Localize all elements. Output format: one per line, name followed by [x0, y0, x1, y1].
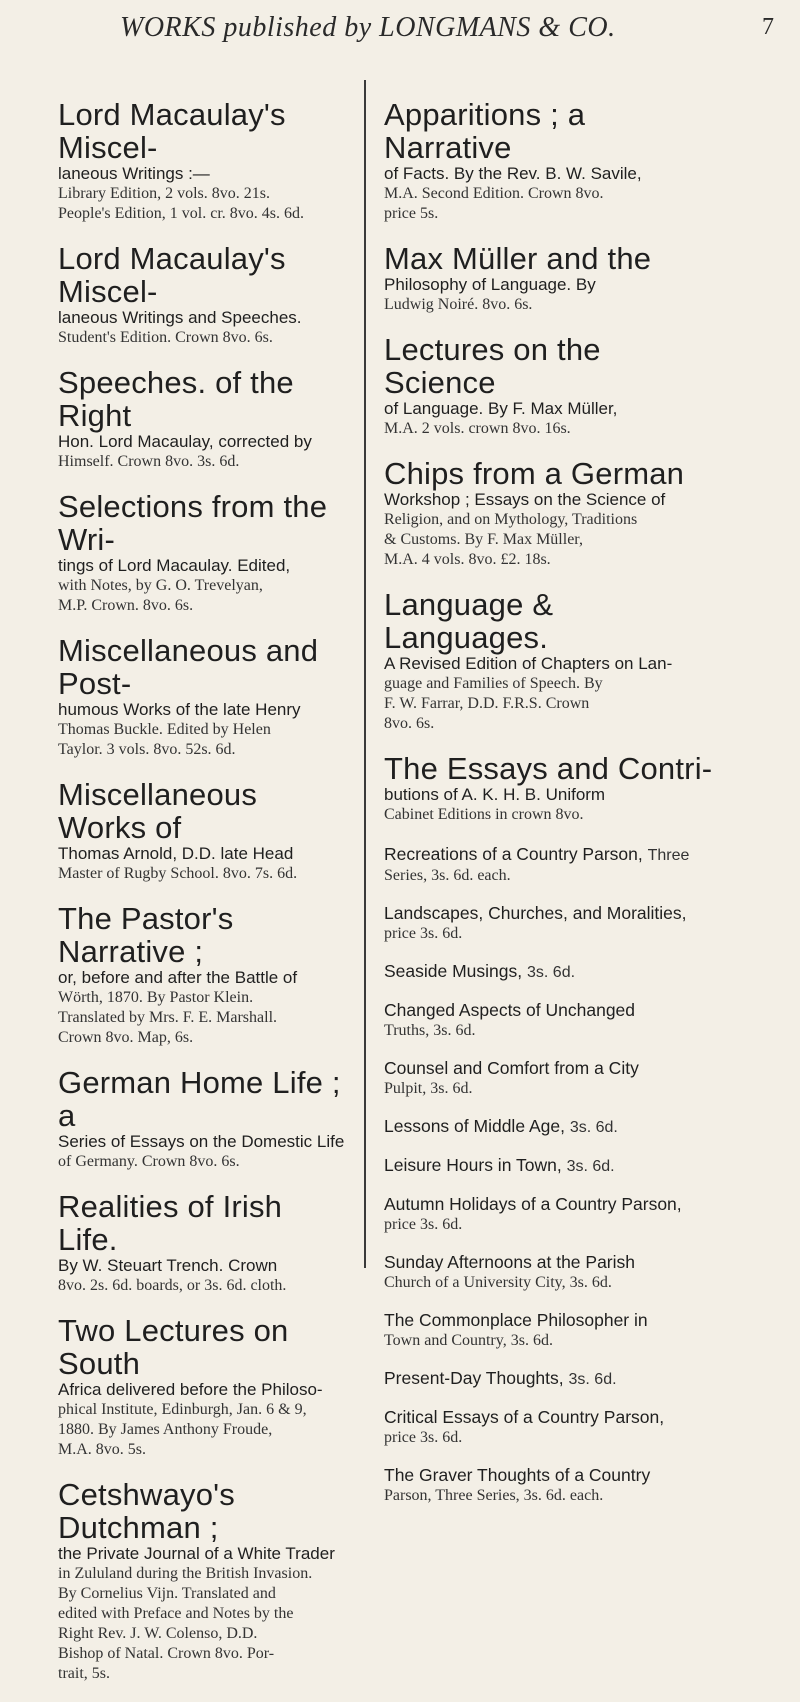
book-title: German Home Life ; a — [58, 1065, 341, 1133]
book-entry — [58, 1190, 350, 1296]
essay-entry — [384, 902, 714, 944]
essay-title: Autumn Holidays of a Country Parson, — [384, 1194, 682, 1214]
book-subtitle: Series of Essays on the Domestic Life — [58, 1132, 345, 1151]
essay-title-line — [384, 1406, 714, 1428]
essay-detail-line: Pulpit, 3s. 6d. — [384, 1080, 473, 1097]
essay-title: Changed Aspects of Unchanged — [384, 1000, 636, 1020]
book-detail-line: Student's Edition. Crown 8vo. 6s. — [58, 329, 273, 346]
essay-price: 3s. 6d. — [527, 964, 576, 981]
essay-title-line — [384, 902, 714, 924]
book-detail-line: Crown 8vo. Map, 6s. — [58, 1029, 194, 1046]
essay-title-line — [384, 1057, 714, 1079]
book-entry — [58, 490, 350, 616]
book-detail-line: By Cornelius Vijn. Translated and — [58, 1585, 276, 1602]
book-detail-line: with Notes, by G. O. Trevelyan, — [58, 577, 263, 594]
book-title: The Essays and Contri- — [384, 751, 713, 786]
book-title: Cetshwayo's Dutchman ; — [58, 1477, 235, 1545]
essay-title: Counsel and Comfort from a City — [384, 1058, 639, 1078]
book-title: Max Müller and the — [384, 241, 652, 276]
book-title: Selections from the Wri- — [58, 489, 328, 557]
book-entry — [384, 588, 714, 734]
book-title: Lectures on the Science — [384, 332, 601, 400]
essay-title-line — [384, 843, 714, 866]
essay-title: Leisure Hours in Town, — [384, 1155, 562, 1175]
essay-entry — [384, 999, 714, 1041]
book-detail-line: edited with Preface and Notes by the — [58, 1605, 294, 1622]
essay-entry — [384, 1193, 714, 1235]
book-entry — [384, 752, 714, 825]
book-detail-line: Translated by Mrs. F. E. Marshall. — [58, 1009, 278, 1026]
book-entry — [58, 366, 350, 472]
book-entry — [58, 1314, 350, 1460]
book-detail-line: People's Edition, 1 vol. cr. 8vo. 4s. 6d. — [58, 205, 304, 222]
book-subtitle: By W. Steuart Trench. Crown — [58, 1256, 278, 1275]
book-detail-line: M.P. Crown. 8vo. 6s. — [58, 597, 194, 614]
book-detail-line: guage and Families of Speech. By — [384, 675, 603, 692]
essay-title-line — [384, 1367, 714, 1390]
essay-price: 3s. 6d. — [569, 1119, 618, 1136]
book-detail-line: Right Rev. J. W. Colenso, D.D. — [58, 1625, 258, 1642]
essay-detail-line: Town and Country, 3s. 6d. — [384, 1332, 553, 1349]
book-subtitle: Africa delivered before the Philoso- — [58, 1380, 323, 1399]
book-title: Chips from a German — [384, 456, 685, 491]
book-subtitle: or, before and after the Battle of — [58, 968, 298, 987]
essay-entry — [384, 1406, 714, 1448]
book-detail-line: of Germany. Crown 8vo. 6s. — [58, 1153, 240, 1170]
book-detail-line: 8vo. 2s. 6d. boards, or 3s. 6d. cloth. — [58, 1277, 287, 1294]
book-entry — [384, 333, 714, 439]
right-column-large-entries — [384, 98, 714, 825]
essay-title: Present-Day Thoughts, — [384, 1368, 564, 1388]
essay-title: Sunday Afternoons at the Parish — [384, 1252, 635, 1272]
book-subtitle: tings of Lord Macaulay. Edited, — [58, 556, 291, 575]
book-subtitle: laneous Writings and Speeches. — [58, 308, 302, 327]
essay-entry — [384, 1115, 714, 1138]
book-detail-line: Religion, and on Mythology, Traditions — [384, 511, 638, 528]
book-detail-line: & Customs. By F. Max Müller, — [384, 531, 583, 548]
essay-detail-line: Series, 3s. 6d. each. — [384, 867, 511, 884]
book-subtitle: humous Works of the late Henry — [58, 700, 301, 719]
essay-title-line — [384, 1193, 714, 1215]
essay-title-line — [384, 1309, 714, 1331]
book-detail-line: Wörth, 1870. By Pastor Klein. — [58, 989, 254, 1006]
book-detail-line: Taylor. 3 vols. 8vo. 52s. 6d. — [58, 741, 236, 758]
book-subtitle: of Facts. By the Rev. B. W. Savile, — [384, 164, 642, 183]
book-title: Language & Languages. — [384, 587, 554, 655]
book-detail-line: M.A. 4 vols. 8vo. £2. 18s. — [384, 551, 551, 568]
book-subtitle: Workshop ; Essays on the Science of — [384, 490, 666, 509]
book-detail-line: Thomas Buckle. Edited by Helen — [58, 721, 271, 738]
essay-title: The Graver Thoughts of a Country — [384, 1465, 651, 1485]
book-entry — [58, 778, 350, 884]
book-subtitle: Thomas Arnold, D.D. late Head — [58, 844, 294, 863]
book-title: Miscellaneous Works of — [58, 777, 258, 845]
book-entry — [58, 242, 350, 348]
essay-entry — [384, 960, 714, 983]
book-title: Two Lectures on South — [58, 1313, 289, 1381]
right-column — [384, 98, 714, 1522]
book-title: Apparitions ; a Narrative — [384, 97, 586, 165]
essay-entry — [384, 1057, 714, 1099]
page-header — [0, 8, 800, 52]
essay-entry — [384, 843, 714, 886]
essay-title: Lessons of Middle Age, — [384, 1116, 565, 1136]
book-detail-line: Master of Rugby School. 8vo. 7s. 6d. — [58, 865, 298, 882]
book-detail-line: Bishop of Natal. Crown 8vo. Por- — [58, 1645, 275, 1662]
book-entry — [58, 98, 350, 224]
essay-title: The Commonplace Philosopher in — [384, 1310, 648, 1330]
book-detail-line: 1880. By James Anthony Froude, — [58, 1421, 273, 1438]
book-detail-line: M.A. 2 vols. crown 8vo. 16s. — [384, 420, 571, 437]
book-detail-line: Cabinet Editions in crown 8vo. — [384, 806, 584, 823]
book-entry — [384, 457, 714, 570]
book-title: Speeches. of the Right — [58, 365, 294, 433]
right-column-small-entries — [384, 843, 714, 1506]
book-entry — [58, 634, 350, 760]
book-detail-line: 8vo. 6s. — [384, 715, 435, 732]
book-entry — [58, 1066, 350, 1172]
book-detail-line: F. W. Farrar, D.D. F.R.S. Crown — [384, 695, 590, 712]
essay-price: 3s. 6d. — [568, 1371, 617, 1388]
book-title: Lord Macaulay's Miscel- — [58, 241, 286, 309]
essay-title-line — [384, 1251, 714, 1273]
essay-title-line — [384, 999, 714, 1021]
book-entry — [384, 98, 714, 224]
essay-title-line — [384, 960, 714, 983]
essay-title-line — [384, 1154, 714, 1177]
essay-detail-line: Truths, 3s. 6d. — [384, 1022, 476, 1039]
book-detail-line: M.A. 8vo. 5s. — [58, 1441, 147, 1458]
book-subtitle: of Language. By F. Max Müller, — [384, 399, 618, 418]
essay-entry — [384, 1251, 714, 1293]
book-title: Realities of Irish Life. — [58, 1189, 283, 1257]
essay-detail-line: Parson, Three Series, 3s. 6d. each. — [384, 1487, 604, 1504]
book-subtitle: A Revised Edition of Chapters on Lan- — [384, 654, 673, 673]
book-subtitle: butions of A. K. H. B. Uniform — [384, 785, 606, 804]
essay-entry — [384, 1464, 714, 1506]
essay-title: Recreations of a Country Parson, — [384, 844, 643, 864]
book-title: The Pastor's Narrative ; — [58, 901, 234, 969]
book-entry — [58, 1478, 350, 1684]
essay-title: Landscapes, Churches, and Moralities, — [384, 903, 687, 923]
essay-detail-line: price 3s. 6d. — [384, 925, 463, 942]
book-title: Miscellaneous and Post- — [58, 633, 319, 701]
essay-title-line — [384, 1464, 714, 1486]
book-subtitle: Philosophy of Language. By — [384, 275, 596, 294]
book-detail-line: trait, 5s. — [58, 1665, 110, 1682]
essay-title-line — [384, 1115, 714, 1138]
book-detail-line: Ludwig Noiré. 8vo. 6s. — [384, 296, 533, 313]
book-subtitle: Hon. Lord Macaulay, corrected by — [58, 432, 312, 451]
essay-entry — [384, 1367, 714, 1390]
book-detail-line: Himself. Crown 8vo. 3s. 6d. — [58, 453, 240, 470]
essay-title: Seaside Musings, — [384, 961, 523, 981]
essay-detail-line: price 3s. 6d. — [384, 1429, 463, 1446]
book-entry — [384, 242, 714, 315]
essay-detail-line: Church of a University City, 3s. 6d. — [384, 1274, 612, 1291]
running-head-title: WORKS published by LONGMANS & CO. — [120, 12, 616, 43]
book-detail-line: in Zululand during the British Invasion. — [58, 1565, 313, 1582]
essay-price: 3s. 6d. — [566, 1158, 615, 1175]
left-column — [58, 98, 350, 1702]
essay-price: Three — [647, 847, 690, 864]
essay-entry — [384, 1154, 714, 1177]
book-detail-line: phical Institute, Edinburgh, Jan. 6 & 9, — [58, 1401, 307, 1418]
book-title: Lord Macaulay's Miscel- — [58, 97, 286, 165]
book-entry — [58, 902, 350, 1048]
book-subtitle: laneous Writings :— — [58, 164, 210, 183]
book-subtitle: the Private Journal of a White Trader — [58, 1544, 335, 1563]
essay-title: Critical Essays of a Country Parson, — [384, 1407, 665, 1427]
essay-detail-line: price 3s. 6d. — [384, 1216, 463, 1233]
page-number: 7 — [762, 14, 774, 40]
book-detail-line: price 5s. — [384, 205, 439, 222]
book-detail-line: M.A. Second Edition. Crown 8vo. — [384, 185, 604, 202]
column-divider — [364, 80, 366, 1268]
book-detail-line: Library Edition, 2 vols. 8vo. 21s. — [58, 185, 270, 202]
essay-entry — [384, 1309, 714, 1351]
